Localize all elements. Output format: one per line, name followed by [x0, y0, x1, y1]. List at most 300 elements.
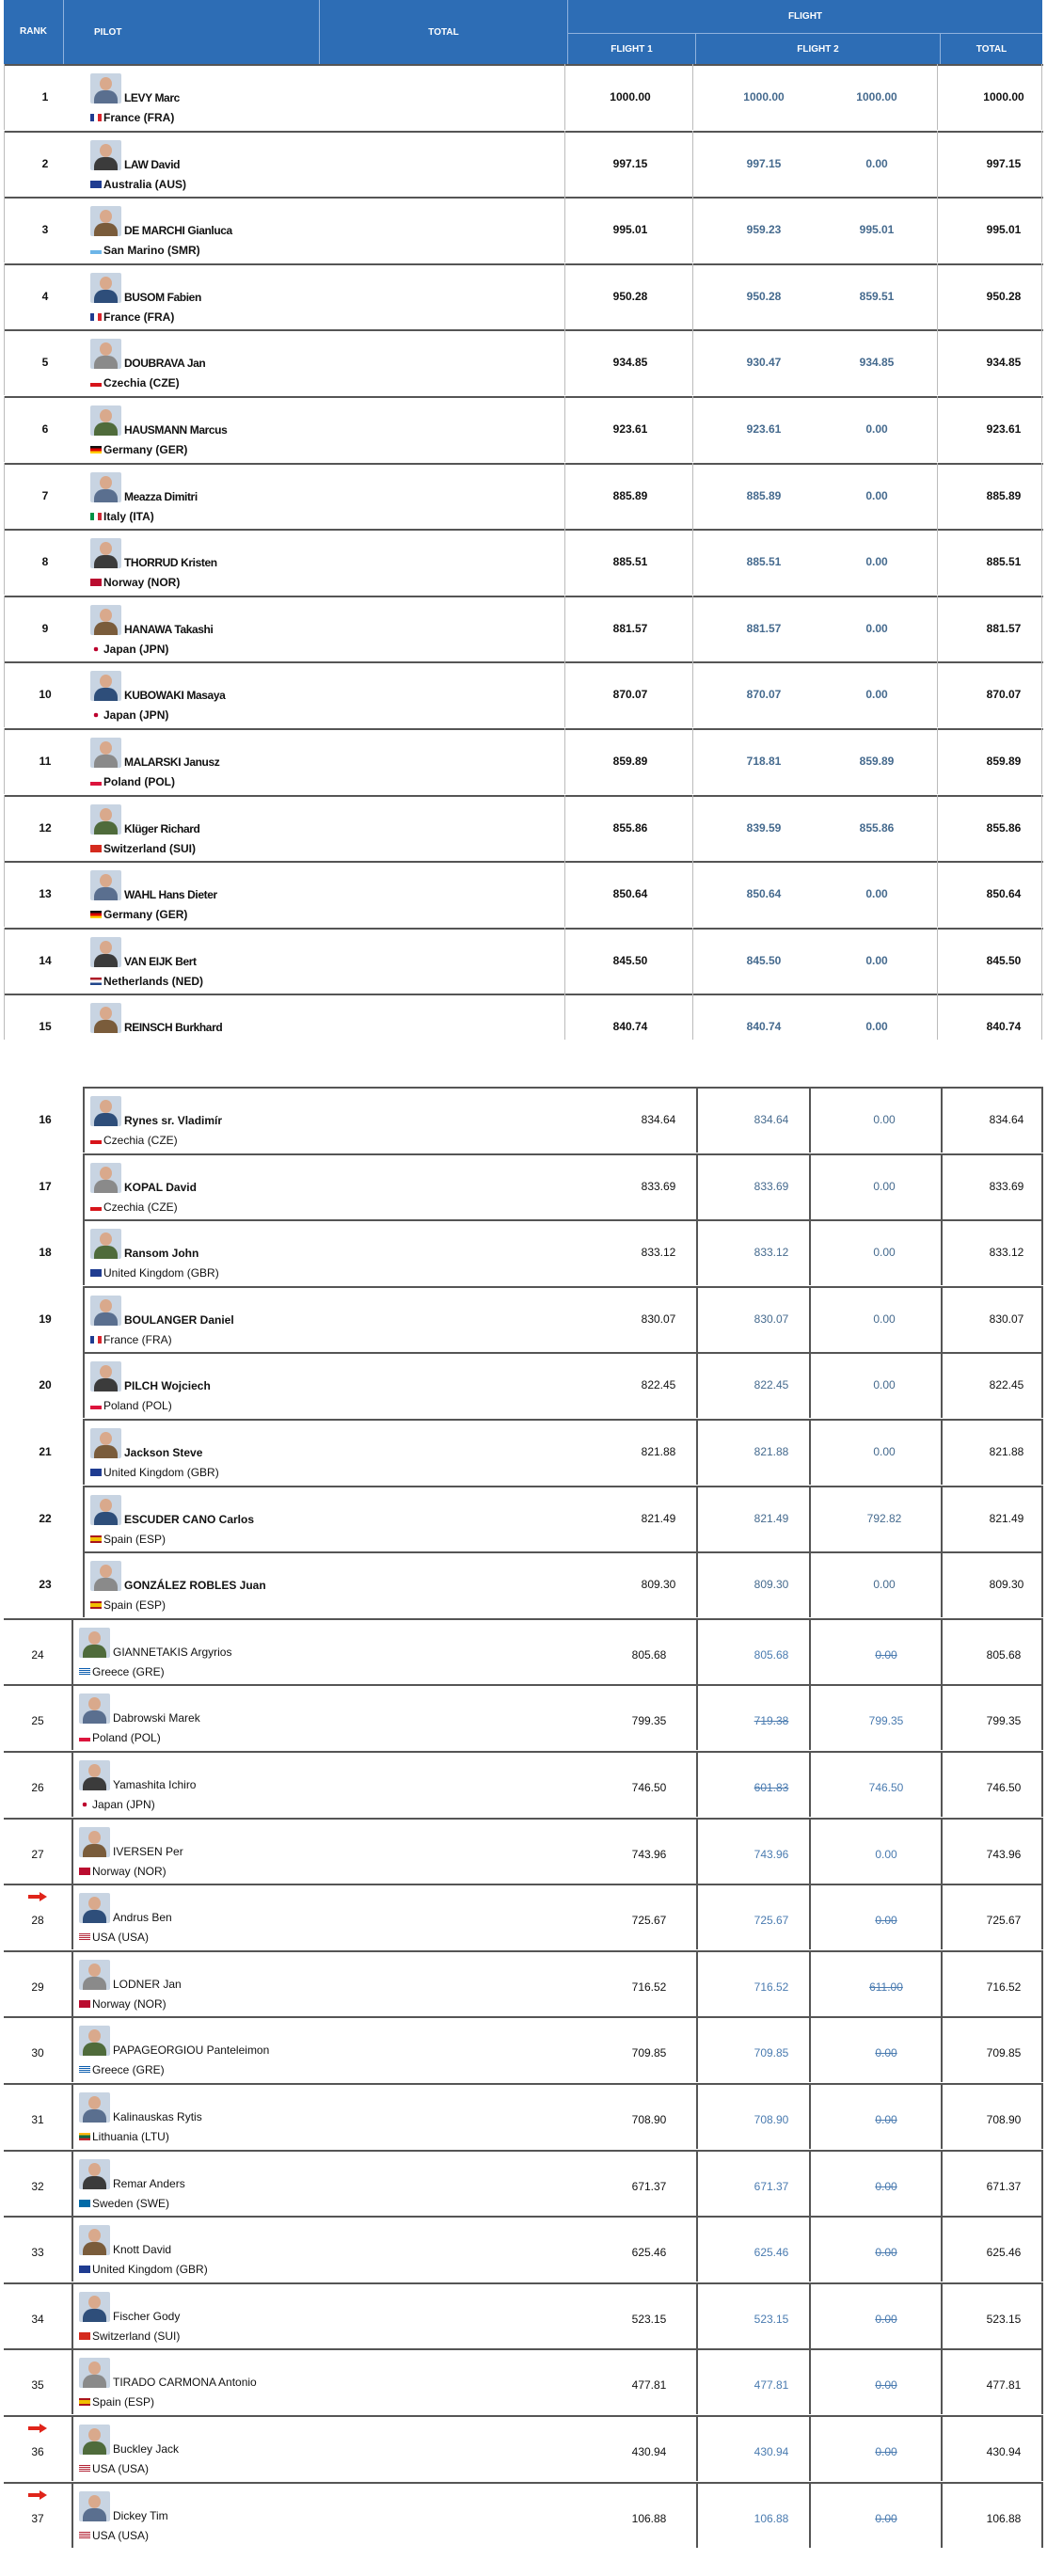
header-total[interactable]: TOTAL	[320, 0, 568, 64]
pilot-name[interactable]: Dickey Tim	[113, 2508, 168, 2522]
avatar-body	[83, 1910, 106, 1923]
pilot-country	[90, 1466, 219, 1479]
score-flight-1: 834.64	[754, 1113, 789, 1126]
score-flight-total: 834.64	[989, 1113, 1024, 1126]
header-pilot[interactable]: PILOT	[64, 0, 320, 64]
pilot-name[interactable]: GONZÁLEZ ROBLES Juan	[124, 1579, 266, 1593]
score-flight-1: 106.88	[754, 2511, 789, 2525]
score-flight-2: 855.86	[859, 820, 895, 835]
table-row[interactable]	[0, 2150, 1047, 2216]
column-divider	[692, 928, 693, 994]
pilot-avatar[interactable]	[79, 2225, 110, 2255]
pilot-name[interactable]: Buckley Jack	[113, 2442, 180, 2456]
score-flight-1: 625.46	[754, 2246, 789, 2260]
avatar-head	[88, 1897, 101, 1910]
column-divider	[937, 197, 938, 262]
column-divider	[941, 1087, 943, 1153]
column-divider	[4, 861, 5, 927]
score-flight-1: 523.15	[754, 2312, 789, 2326]
pilot-name[interactable]: PILCH Wojciech	[124, 1379, 211, 1393]
score-flight-total: 671.37	[986, 2179, 1022, 2193]
avatar-body	[83, 2176, 106, 2189]
score-flight-total: 746.50	[986, 1781, 1022, 1794]
flag-icon	[79, 1933, 90, 1941]
pilot-avatar[interactable]	[90, 140, 121, 170]
avatar-head	[88, 2495, 101, 2508]
column-divider	[4, 131, 5, 197]
column-divider	[692, 661, 693, 727]
score-flight-2: 0.00	[875, 2511, 897, 2525]
table-row[interactable]	[0, 1751, 1047, 1817]
pilot-avatar[interactable]	[90, 538, 121, 568]
rank-cell: 15	[39, 1020, 52, 1034]
column-divider	[71, 2016, 73, 2082]
table-row[interactable]	[0, 2482, 1047, 2548]
pilot-avatar[interactable]	[90, 339, 121, 369]
avatar-body	[94, 688, 118, 701]
rank-cell: 32	[31, 2179, 44, 2193]
rank-cell: 5	[41, 356, 49, 370]
column-divider	[4, 661, 5, 727]
pilot-avatar[interactable]	[90, 1296, 121, 1326]
pilot-name[interactable]: PAPAGEORGIOU Panteleimon	[113, 2043, 270, 2058]
table-row[interactable]	[0, 2282, 1047, 2348]
avatar-body	[94, 1378, 118, 1391]
pilot-name[interactable]: LEVY Marc	[124, 91, 180, 104]
table-row[interactable]	[0, 2016, 1047, 2082]
pilot-avatar[interactable]	[79, 1693, 110, 1724]
score-flight-2: 0.00	[865, 953, 888, 967]
pilot-country	[90, 1598, 166, 1612]
pilot-avatar[interactable]	[79, 2358, 110, 2388]
flag-icon	[79, 2133, 90, 2140]
rank-cell: 7	[41, 488, 49, 502]
pilot-name[interactable]: LAW David	[124, 157, 181, 171]
column-divider	[564, 197, 565, 262]
column-divider	[937, 329, 938, 395]
header-flight-2[interactable]: FLIGHT 2	[696, 34, 941, 64]
pilot-avatar[interactable]	[90, 738, 121, 768]
pilot-name[interactable]: Meazza Dimitri	[124, 489, 198, 503]
pilot-avatar[interactable]	[90, 1163, 121, 1193]
pilot-avatar[interactable]	[79, 1827, 110, 1857]
country-label: Greece (GRE)	[92, 2063, 165, 2077]
score-flight-1: 601.83	[754, 1781, 789, 1794]
flag-icon	[90, 711, 102, 719]
header-flight: FLIGHT	[568, 0, 1042, 34]
score-flight-total: 855.86	[986, 820, 1022, 835]
table-row[interactable]	[0, 1818, 1047, 1884]
flag-icon	[90, 845, 102, 852]
table-row[interactable]	[0, 1419, 1047, 1485]
country-label: Poland (POL)	[103, 1399, 172, 1413]
score-total: 477.81	[631, 2378, 667, 2393]
pilot-name[interactable]: Dabrowski Marek	[113, 1711, 200, 1725]
table-row[interactable]	[0, 928, 1047, 994]
table-row[interactable]	[0, 2415, 1047, 2481]
pilot-country	[90, 376, 180, 390]
table-row[interactable]	[0, 396, 1047, 462]
country-label: San Marino (SMR)	[103, 244, 200, 258]
score-total: 716.52	[631, 1980, 667, 1994]
pilot-name[interactable]: BUSOM Fabien	[124, 290, 201, 304]
avatar-body	[94, 290, 118, 303]
table-row[interactable]	[0, 131, 1047, 197]
column-divider	[937, 263, 938, 329]
table-row[interactable]	[0, 1684, 1047, 1750]
pilot-name[interactable]: Kalinauskas Rytis	[113, 2110, 202, 2123]
flag-icon	[79, 1734, 90, 1741]
score-flight-2: 934.85	[859, 356, 895, 370]
table-row[interactable]	[0, 1486, 1047, 1551]
pilot-avatar[interactable]	[79, 2425, 110, 2455]
avatar-body	[94, 489, 118, 502]
pilot-name[interactable]: LODNER Jan	[113, 1977, 182, 1991]
score-total: 885.51	[612, 555, 648, 569]
pilot-country	[90, 1134, 178, 1147]
pilot-name[interactable]: MALARSKI Janusz	[124, 755, 220, 769]
pilot-avatar[interactable]	[79, 2292, 110, 2322]
column-divider	[941, 1419, 943, 1485]
score-flight-2: 0.00	[875, 2445, 897, 2458]
pilot-country	[90, 576, 180, 589]
score-flight-1: 923.61	[746, 422, 782, 436]
pilot-avatar[interactable]	[90, 405, 121, 436]
score-total: 830.07	[641, 1312, 676, 1326]
pilot-name[interactable]: IVERSEN Per	[113, 1844, 183, 1858]
table-row[interactable]	[0, 1153, 1047, 1219]
country-label: Australia (AUS)	[103, 177, 187, 191]
avatar-head	[88, 2361, 101, 2375]
score-flight-2: 0.00	[875, 2046, 897, 2060]
table-row[interactable]	[0, 2348, 1047, 2414]
score-flight-2: 792.82	[866, 1511, 902, 1525]
score-flight-1: 805.68	[754, 1647, 789, 1662]
country-label: Spain (ESP)	[103, 1598, 167, 1613]
flag-icon	[79, 2000, 90, 2008]
table-row[interactable]	[0, 2083, 1047, 2149]
pilot-avatar[interactable]	[79, 1628, 110, 1658]
country-label: Netherlands (NED)	[103, 974, 204, 988]
table-row[interactable]	[0, 1551, 1047, 1617]
score-total: 885.89	[612, 488, 648, 502]
pilot-name[interactable]: KUBOWAKI Masaya	[124, 689, 226, 703]
pilot-country	[79, 1931, 149, 1944]
table-row[interactable]	[0, 861, 1047, 927]
score-flight-total: 934.85	[986, 356, 1022, 370]
column-divider	[564, 661, 565, 727]
column-divider	[4, 396, 5, 462]
score-flight-total: 725.67	[986, 1914, 1022, 1928]
avatar-body	[83, 1844, 106, 1857]
score-total: 923.61	[612, 422, 648, 436]
pilot-name[interactable]: Klüger Richard	[124, 821, 200, 835]
pilot-name[interactable]: BOULANGER Daniel	[124, 1312, 234, 1327]
column-divider	[564, 795, 565, 861]
table-row[interactable]	[0, 1618, 1047, 1684]
column-divider	[564, 994, 565, 1040]
pilot-avatar[interactable]	[79, 1760, 110, 1790]
score-total: 746.50	[631, 1781, 667, 1794]
pilot-avatar[interactable]	[90, 1096, 121, 1126]
pilot-name[interactable]: Rynes sr. Vladimír	[124, 1114, 223, 1127]
score-flight-total: 743.96	[986, 1847, 1022, 1861]
score-flight-1: 830.07	[754, 1312, 789, 1326]
rank-cell: 1	[41, 90, 49, 103]
score-flight-total: 885.89	[986, 488, 1022, 502]
avatar-body	[94, 755, 118, 768]
pilot-country	[79, 1997, 167, 2011]
pilot-name[interactable]: Remar Anders	[113, 2176, 185, 2190]
avatar-body	[94, 1113, 118, 1126]
pilot-avatar[interactable]	[90, 472, 121, 502]
flag-icon	[79, 1668, 90, 1676]
table-row[interactable]	[0, 263, 1047, 329]
score-flight-total: 709.85	[986, 2046, 1022, 2060]
rank-cell: 9	[41, 621, 49, 635]
rank-cell: 12	[39, 820, 52, 835]
column-divider	[83, 1486, 85, 1551]
pilot-name[interactable]: DE MARCHI Gianluca	[124, 224, 232, 238]
score-flight-total: 840.74	[986, 1020, 1022, 1034]
column-divider	[941, 1153, 943, 1219]
score-total: 822.45	[641, 1378, 676, 1392]
pilot-avatar[interactable]	[90, 73, 121, 103]
rank-cell: 31	[31, 2113, 44, 2126]
pilot-name[interactable]: Fischer Gody	[113, 2309, 181, 2323]
pilot-avatar[interactable]	[90, 804, 121, 835]
score-total: 833.69	[641, 1179, 676, 1193]
flag-icon	[90, 1336, 102, 1344]
country-label: Norway (NOR)	[103, 576, 181, 590]
score-total: 708.90	[631, 2113, 667, 2126]
column-divider	[692, 596, 693, 661]
column-divider	[692, 861, 693, 927]
rank-cell: 34	[31, 2312, 44, 2326]
score-flight-1: 845.50	[746, 953, 782, 967]
flag-icon	[79, 2398, 90, 2406]
avatar-head	[100, 941, 112, 954]
avatar-body	[94, 622, 118, 635]
table-row[interactable]	[0, 1087, 1047, 1153]
country-label: Sweden (SWE)	[92, 2196, 170, 2210]
rank-cell: 4	[41, 289, 49, 303]
score-flight-total: 995.01	[986, 223, 1022, 237]
score-flight-total: 845.50	[986, 953, 1022, 967]
header-flight-total[interactable]: TOTAL	[976, 43, 1007, 55]
country-label: France (FRA)	[103, 310, 175, 324]
pilot-country	[90, 708, 168, 722]
pilot-avatar[interactable]	[90, 1003, 121, 1033]
avatar-head	[100, 808, 112, 821]
score-total: 859.89	[612, 755, 648, 768]
pilot-name[interactable]: WAHL Hans Dieter	[124, 888, 217, 902]
column-divider	[937, 994, 938, 1040]
score-flight-1: 809.30	[754, 1578, 789, 1592]
pilot-avatar[interactable]	[90, 1495, 121, 1525]
score-flight-2: 0.00	[873, 1445, 896, 1458]
pilot-avatar[interactable]	[79, 1960, 110, 1990]
pilot-country	[79, 2130, 169, 2143]
table-row[interactable]	[0, 197, 1047, 262]
pilot-avatar[interactable]	[79, 2026, 110, 2056]
rank-cell: 3	[41, 223, 49, 237]
pilot-avatar[interactable]	[79, 2491, 110, 2521]
column-divider	[941, 2482, 943, 2548]
pilot-country	[90, 178, 186, 191]
column-divider	[941, 1486, 943, 1551]
table-row[interactable]	[0, 1286, 1047, 1352]
avatar-head	[100, 741, 112, 755]
column-divider	[941, 1352, 943, 1418]
pilot-avatar[interactable]	[79, 1893, 110, 1923]
avatar-body	[94, 157, 118, 170]
table-row[interactable]	[0, 463, 1047, 529]
flag-icon	[90, 1601, 102, 1609]
avatar-body	[94, 1020, 118, 1033]
pilot-avatar[interactable]	[79, 2092, 110, 2123]
table-row[interactable]	[0, 1884, 1047, 1949]
country-label: Switzerland (SUI)	[103, 841, 197, 855]
pilot-avatar[interactable]	[90, 1229, 121, 1259]
pilot-avatar[interactable]	[90, 870, 121, 900]
pilot-avatar[interactable]	[90, 1561, 121, 1591]
pilot-name[interactable]: Ransom John	[124, 1247, 199, 1261]
table-row[interactable]	[0, 329, 1047, 395]
table-row[interactable]	[0, 994, 1047, 1040]
pilot-name[interactable]: GIANNETAKIS Argyrios	[113, 1645, 232, 1659]
score-flight-1: 850.64	[746, 887, 782, 901]
pilot-avatar[interactable]	[90, 273, 121, 303]
pilot-avatar[interactable]	[90, 937, 121, 967]
flag-icon	[90, 645, 102, 653]
pilot-name[interactable]: THORRUD Kristen	[124, 556, 217, 570]
table-row[interactable]	[0, 64, 1047, 130]
pilot-name[interactable]: Jackson Steve	[124, 1446, 203, 1459]
column-divider	[71, 2282, 73, 2348]
column-divider	[937, 396, 938, 462]
score-total: 850.64	[612, 887, 648, 901]
column-divider	[937, 463, 938, 529]
score-total: 725.67	[631, 1914, 667, 1928]
pilot-avatar[interactable]	[90, 605, 121, 635]
column-divider	[83, 1219, 85, 1285]
score-flight-2: 0.00	[865, 688, 888, 702]
flag-icon	[90, 978, 102, 985]
score-flight-total: 822.45	[989, 1378, 1024, 1392]
table-row[interactable]	[0, 596, 1047, 661]
pilot-name[interactable]: ESCUDER CANO Carlos	[124, 1512, 255, 1526]
score-total: 934.85	[612, 356, 648, 370]
score-flight-2: 611.00	[869, 1980, 903, 1994]
rank-cell: 28	[31, 1914, 44, 1928]
column-divider	[692, 263, 693, 329]
pilot-name[interactable]: Andrus Ben	[113, 1911, 172, 1925]
score-flight-2: 799.35	[868, 1714, 904, 1728]
table-row[interactable]	[0, 529, 1047, 595]
pilot-avatar[interactable]	[79, 2159, 110, 2189]
score-flight-2: 0.00	[873, 1179, 896, 1193]
avatar-head	[88, 2096, 101, 2109]
pilot-country	[79, 2462, 149, 2475]
pilot-name[interactable]: REINSCH Burkhard	[124, 1021, 223, 1035]
avatar-body	[94, 223, 118, 236]
table-row[interactable]	[0, 1352, 1047, 1418]
pilot-avatar[interactable]	[90, 1428, 121, 1458]
score-flight-total: 805.68	[986, 1647, 1022, 1662]
pilot-avatar[interactable]	[90, 1361, 121, 1391]
score-flight-total: 997.15	[986, 156, 1022, 170]
avatar-body	[83, 1645, 106, 1658]
column-divider	[692, 64, 693, 130]
column-divider	[4, 329, 5, 395]
table-row[interactable]	[0, 1219, 1047, 1285]
pilot-name[interactable]: TIRADO CARMONA Antonio	[113, 2376, 257, 2390]
score-flight-1: 821.88	[754, 1445, 789, 1458]
header-rank[interactable]: RANK	[4, 0, 64, 64]
avatar-body	[94, 1312, 118, 1326]
score-total: 799.35	[631, 1714, 667, 1728]
score-flight-2: 0.00	[873, 1312, 896, 1326]
flag-icon	[79, 2532, 90, 2539]
pilot-name[interactable]: VAN EIJK Bert	[124, 954, 197, 968]
column-divider	[941, 1684, 943, 1750]
avatar-head	[100, 874, 112, 887]
avatar-body	[83, 1710, 106, 1724]
column-divider	[4, 529, 5, 595]
pilot-country	[79, 1798, 155, 1811]
score-flight-2: 0.00	[865, 621, 888, 635]
score-flight-2: 0.00	[873, 1113, 896, 1126]
flag-icon	[90, 313, 102, 321]
table-row[interactable]	[0, 1950, 1047, 2016]
table-row[interactable]	[0, 728, 1047, 794]
pilot-avatar[interactable]	[90, 206, 121, 236]
pilot-name[interactable]: KOPAL David	[124, 1180, 197, 1194]
score-flight-2: 0.00	[865, 488, 888, 502]
score-flight-total: 477.81	[986, 2378, 1022, 2393]
country-label: United Kingdom (GBR)	[92, 2263, 208, 2277]
column-divider	[4, 596, 5, 661]
table-row[interactable]	[0, 795, 1047, 861]
table-row[interactable]	[0, 661, 1047, 727]
score-total: 625.46	[631, 2246, 667, 2260]
column-divider	[937, 795, 938, 861]
pilot-name[interactable]: Knott David	[113, 2243, 172, 2257]
pilot-name[interactable]: DOUBRAVA Jan	[124, 357, 206, 371]
score-flight-1: 870.07	[746, 688, 782, 702]
column-divider	[564, 329, 565, 395]
table-row[interactable]	[0, 2216, 1047, 2282]
score-total: 855.86	[612, 820, 648, 835]
column-divider	[937, 596, 938, 661]
pilot-name[interactable]: HANAWA Takashi	[124, 622, 214, 636]
avatar-head	[100, 1100, 112, 1113]
pilot-name[interactable]: HAUSMANN Marcus	[124, 423, 228, 437]
header-flight-1[interactable]: FLIGHT 1	[568, 34, 696, 64]
score-flight-1: 430.94	[754, 2445, 789, 2458]
avatar-head	[100, 609, 112, 622]
pilot-avatar[interactable]	[90, 671, 121, 701]
avatar-head	[100, 1432, 112, 1445]
flag-icon	[90, 911, 102, 918]
flag-icon	[90, 513, 102, 520]
pilot-name[interactable]: Yamashita Ichiro	[113, 1778, 197, 1791]
column-divider	[71, 2216, 73, 2282]
rank-cell: 25	[31, 1714, 44, 1728]
column-divider	[692, 795, 693, 861]
country-label: Spain (ESP)	[103, 1532, 167, 1546]
